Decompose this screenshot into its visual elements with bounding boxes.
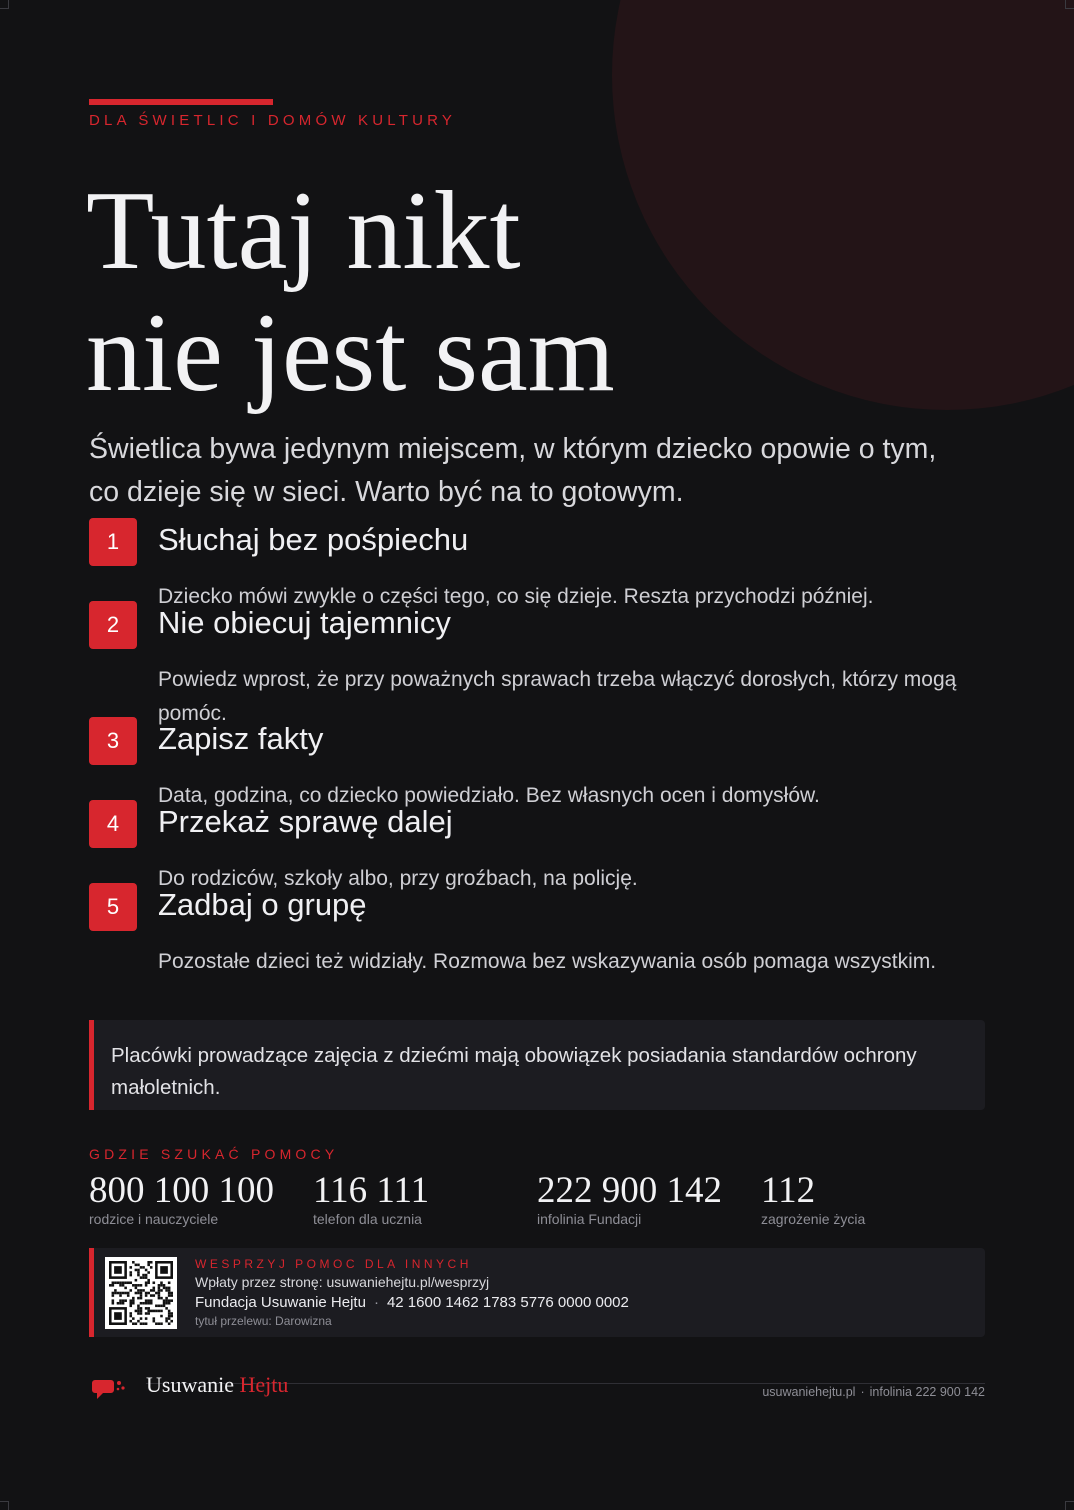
step-number-badge: 3 xyxy=(89,717,137,765)
speech-bubble-icon xyxy=(92,1377,128,1403)
help-section-title: GDZIE SZUKAĆ POMOCY xyxy=(89,1146,339,1162)
legal-note xyxy=(89,1020,985,1110)
legal-note-text: Placówki prowadzące zajęcia z dziećmi mają obowiązek posiadania standardów ochrony małoletnich. xyxy=(111,1044,917,1099)
phone-number: 112 xyxy=(761,1170,816,1211)
phone-label: zagrożenie życia xyxy=(761,1211,866,1227)
phone-emergency xyxy=(761,1170,865,1227)
title-line-1: Tutaj nikt xyxy=(86,169,521,293)
support-org-name: Fundacja Usuwanie Hejtu xyxy=(195,1294,366,1311)
kicker: DLA ŚWIETLIC I DOMÓW KULTURY xyxy=(89,112,457,129)
logo[interactable] xyxy=(146,1372,288,1398)
step-description: Pozostałe dzieci też widziały. Rozmowa bez wskazywania osób pomaga wszystkim. xyxy=(158,950,937,973)
title-line-2: nie jest sam xyxy=(86,291,615,415)
step-description: Data, godzina, co dziecko powiedziało. Bez własnych ocen i domysłów. xyxy=(158,784,820,807)
separator: · xyxy=(860,1385,865,1399)
step-title: Nie obiecuj tajemnicy xyxy=(158,605,451,640)
phone-number: 800 100 100 xyxy=(89,1170,274,1211)
phone-label: infolinia Fundacji xyxy=(537,1211,642,1227)
page-title xyxy=(86,170,886,414)
step-title: Zapisz fakty xyxy=(158,721,324,756)
phone-number: 116 111 xyxy=(313,1170,430,1211)
step-title: Przekaż sprawę dalej xyxy=(158,804,453,839)
support-donation-link[interactable]: Wpłaty przez stronę: usuwaniehejtu.pl/wesprzyj xyxy=(195,1274,490,1290)
step-number-badge: 2 xyxy=(89,601,137,649)
step-description: Dziecko mówi zwykle o części tego, co się dzieje. Reszta przychodzi później. xyxy=(158,585,874,608)
phone-foundation-hotline xyxy=(537,1170,722,1227)
step-number-badge: 1 xyxy=(89,518,137,566)
step-description: Do rodziców, szkoły albo, przy groźbach, na policję. xyxy=(158,867,638,890)
footer-website[interactable]: usuwaniehejtu.pl xyxy=(762,1385,856,1399)
step-description: Powiedz wprost, że przy poważnych sprawach trzeba włączyć dorosłych, którzy mogą pomóc. xyxy=(158,668,957,725)
separator: · xyxy=(373,1294,379,1311)
support-transfer-title: tytuł przelewu: Darowizna xyxy=(195,1314,332,1328)
logo-word-1: Usuwanie xyxy=(146,1372,234,1397)
support-title: WESPRZYJ POMOC DLA INNYCH xyxy=(195,1257,472,1271)
support-account-number: 42 1600 1462 1783 5776 0000 0002 xyxy=(386,1294,629,1311)
phone-student-line xyxy=(313,1170,429,1227)
crop-mark-bottom-right xyxy=(1065,1501,1074,1510)
crop-mark-bottom-left xyxy=(0,1501,9,1510)
support-panel xyxy=(89,1248,985,1337)
step-title: Zadbaj o grupę xyxy=(158,887,367,922)
phone-label: rodzice i nauczyciele xyxy=(89,1211,219,1227)
step-title: Słuchaj bez pośpiechu xyxy=(158,522,469,557)
step-number-badge: 5 xyxy=(89,883,137,931)
phone-parents-teachers xyxy=(89,1170,274,1227)
support-bank-details xyxy=(195,1294,629,1311)
qr-code-icon[interactable] xyxy=(105,1257,177,1329)
phone-number: 222 900 142 xyxy=(537,1170,722,1211)
step-number-badge: 4 xyxy=(89,800,137,848)
accent-bar xyxy=(89,99,273,105)
footer-contact xyxy=(762,1385,985,1399)
crop-mark-top-right xyxy=(1065,0,1074,9)
footer-hotline: infolinia 222 900 142 xyxy=(869,1385,985,1399)
phone-label: telefon dla ucznia xyxy=(313,1211,422,1227)
lead-paragraph: Świetlica bywa jedynym miejscem, w którym dziecko opowie o tym, co dzieje się w sieci. Warto być na to gotowym. xyxy=(89,433,937,508)
logo-word-2: Hejtu xyxy=(239,1372,289,1397)
crop-mark-top-left xyxy=(0,0,9,9)
